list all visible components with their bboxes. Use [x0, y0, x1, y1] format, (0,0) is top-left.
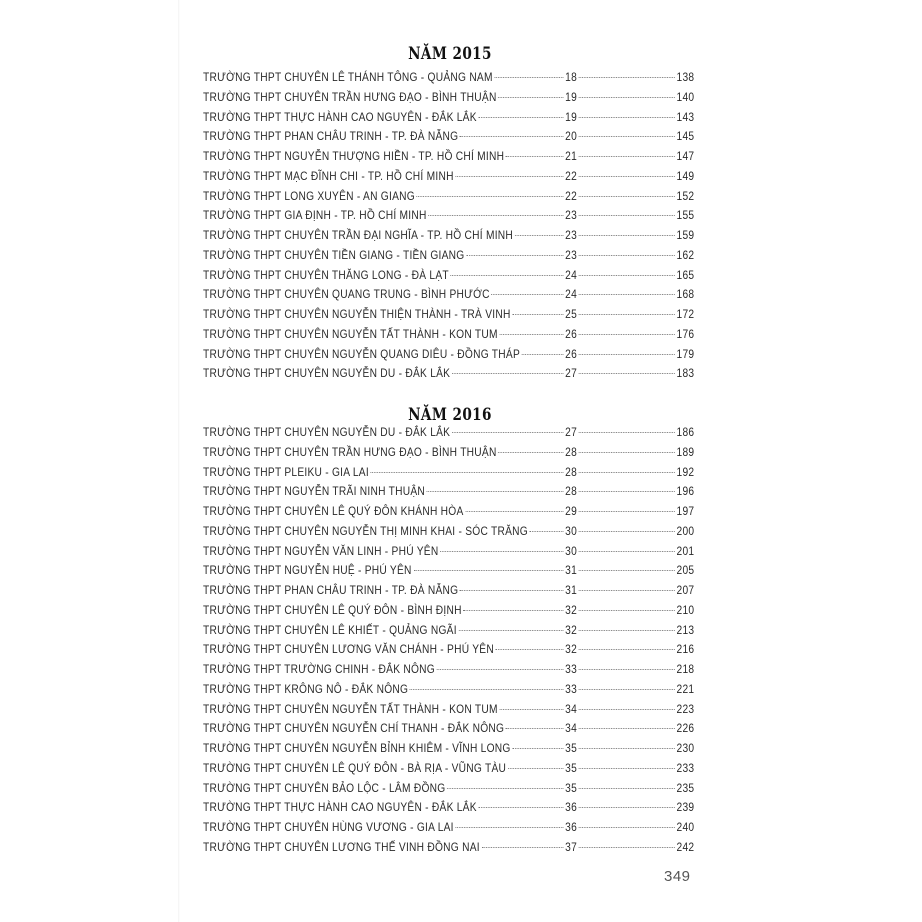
- solution-page: 216: [676, 642, 695, 657]
- problem-page: 37: [565, 839, 577, 854]
- entry-left: [203, 759, 577, 779]
- dot-leader: [579, 176, 675, 177]
- solution-page: 176: [676, 326, 695, 341]
- dot-leader: [579, 570, 675, 571]
- entry-title: TRƯỜNG THPT PHAN CHÂU TRINH - TP. ĐÀ NẴNG: [203, 129, 459, 144]
- toc-entry: [203, 463, 694, 483]
- dot-leader: [460, 590, 563, 591]
- dot-leader: [579, 531, 675, 532]
- solution-page: 201: [676, 543, 695, 558]
- entry-left: [203, 818, 577, 838]
- solution-page: 235: [676, 780, 695, 795]
- solution-page: 186: [676, 425, 695, 439]
- toc-entry: [203, 640, 694, 660]
- solution-page: 183: [676, 366, 695, 381]
- dot-leader: [579, 97, 675, 98]
- dot-leader: [579, 294, 675, 295]
- dot-leader: [579, 432, 675, 433]
- dot-leader: [579, 472, 675, 473]
- entry-title: TRƯỜNG THPT MẠC ĐĨNH CHI - TP. HỒ CHÍ MINH: [203, 168, 454, 183]
- entry-left: [203, 226, 577, 246]
- problem-page: 33: [565, 681, 577, 696]
- entry-left: [203, 463, 577, 483]
- solution-page: 162: [676, 247, 695, 262]
- solution-page: 159: [676, 228, 695, 242]
- toc-entry: [203, 581, 694, 601]
- dot-leader: [579, 669, 675, 670]
- solution-page: 205: [676, 563, 695, 578]
- entry-left: [203, 700, 577, 720]
- toc-entry: [203, 423, 694, 443]
- solution-page: 140: [676, 89, 695, 104]
- entry-left: [203, 482, 577, 502]
- entry-title: TRƯỜNG THPT CHUYÊN LÊ QUÝ ĐÔN - BÀ RỊA - VŨNG TÀU: [203, 760, 507, 775]
- entry-title: TRƯỜNG THPT KRÔNG NÔ - ĐẮK NÔNG: [203, 681, 409, 696]
- toc-entry: [203, 660, 694, 680]
- problem-page: 35: [565, 760, 577, 775]
- entry-title: TRƯỜNG THPT NGUYỄN HUỆ - PHÚ YÊN: [203, 563, 412, 578]
- dot-leader: [499, 334, 563, 335]
- dot-leader: [579, 215, 675, 216]
- problem-page: 35: [565, 741, 577, 755]
- solution-page: 230: [676, 741, 695, 755]
- entry-left: [203, 640, 577, 660]
- problem-page: 32: [565, 602, 577, 617]
- solution-page: 223: [676, 701, 695, 716]
- toc-entry: [203, 502, 694, 522]
- dot-leader: [515, 235, 564, 236]
- solution-page: 221: [676, 681, 695, 696]
- problem-page: 23: [565, 208, 577, 223]
- toc-entry: [203, 108, 694, 128]
- problem-page: 29: [565, 504, 577, 518]
- toc-entry: [203, 739, 694, 759]
- entry-left: [203, 364, 577, 384]
- dot-leader: [579, 452, 675, 453]
- solution-page: 200: [676, 523, 695, 538]
- entry-title: TRƯỜNG THPT NGUYỄN TRÃI NINH THUẬN: [203, 484, 426, 499]
- dot-leader: [579, 77, 675, 78]
- entry-title: TRƯỜNG THPT CHUYÊN TRẦN ĐẠI NGHĨA - TP. HỒ CHÍ MINH: [203, 228, 514, 242]
- problem-page: 34: [565, 701, 577, 716]
- dot-leader: [579, 373, 675, 374]
- problem-page: 19: [565, 89, 577, 104]
- solution-page: 218: [676, 662, 695, 676]
- entry-left: [203, 187, 577, 207]
- entry-title: TRƯỜNG THPT CHUYÊN TRẦN HƯNG ĐẠO - BÌNH THUẬN: [203, 444, 497, 459]
- entry-left: [203, 798, 577, 818]
- entry-left: [203, 739, 577, 759]
- entry-left: [203, 127, 577, 147]
- dot-leader: [460, 136, 563, 137]
- dot-leader: [455, 827, 563, 828]
- solution-page: 242: [676, 839, 695, 854]
- entry-title: TRƯỜNG THPT CHUYÊN NGUYỄN CHÍ THANH - ĐẮK NÔNG: [203, 721, 505, 736]
- entry-title: TRƯỜNG THPT CHUYÊN NGUYỄN QUANG DIÊU - ĐỒNG THÁP: [203, 346, 521, 361]
- dot-leader: [499, 709, 563, 710]
- entry-left: [203, 443, 577, 463]
- dot-leader: [437, 669, 564, 670]
- entry-left: [203, 601, 577, 621]
- toc-entry: [203, 206, 694, 226]
- entry-left: [203, 660, 577, 680]
- problem-page: 27: [565, 425, 577, 439]
- dot-leader: [579, 196, 675, 197]
- toc-entry: [203, 187, 694, 207]
- entry-title: TRƯỜNG THPT TRƯỜNG CHINH - ĐẮK NÔNG: [203, 662, 435, 676]
- problem-page: 31: [565, 563, 577, 578]
- dot-leader: [512, 314, 563, 315]
- toc-list-2015: [203, 68, 694, 384]
- solution-page: 197: [676, 504, 695, 518]
- entry-left: [203, 108, 577, 128]
- entry-left: [203, 838, 577, 858]
- solution-page: 172: [676, 307, 695, 321]
- dot-leader: [498, 97, 563, 98]
- entry-title: TRƯỜNG THPT CHUYÊN QUANG TRUNG - BÌNH PHƯỚC: [203, 287, 490, 302]
- toc-entry: [203, 700, 694, 720]
- dot-leader: [451, 275, 564, 276]
- toc-entry: [203, 266, 694, 286]
- dot-leader: [522, 354, 564, 355]
- toc-entry: [203, 285, 694, 305]
- problem-page: 19: [565, 109, 577, 124]
- dot-leader: [579, 807, 675, 808]
- solution-page: 138: [676, 70, 695, 84]
- dot-leader: [579, 788, 675, 789]
- problem-page: 22: [565, 188, 577, 203]
- entry-title: TRƯỜNG THPT CHUYÊN NGUYỄN DU - ĐẮK LẮK: [203, 425, 451, 439]
- dot-leader: [579, 255, 675, 256]
- toc-entry: [203, 88, 694, 108]
- entry-title: TRƯỜNG THPT CHUYÊN LÊ THÁNH TÔNG - QUẢNG NAM: [203, 70, 493, 84]
- entry-left: [203, 581, 577, 601]
- entry-left: [203, 542, 577, 562]
- entry-title: TRƯỜNG THPT CHUYÊN TIỀN GIANG - TIỀN GIANG: [203, 247, 465, 262]
- toc-entry: [203, 246, 694, 266]
- entry-left: [203, 719, 577, 739]
- toc-entry: [203, 522, 694, 542]
- entry-title: TRƯỜNG THPT CHUYÊN NGUYỄN TẤT THÀNH - KON TUM: [203, 326, 498, 341]
- toc-entry: [203, 68, 694, 88]
- dot-leader: [494, 77, 563, 78]
- entry-left: [203, 502, 577, 522]
- problem-page: 23: [565, 247, 577, 262]
- toc-entry: [203, 443, 694, 463]
- solution-page: 226: [676, 721, 695, 736]
- dot-leader: [579, 314, 675, 315]
- entry-title: TRƯỜNG THPT CHUYÊN NGUYỄN TẤT THÀNH - KON TUM: [203, 701, 498, 716]
- problem-page: 34: [565, 721, 577, 736]
- toc-entry: [203, 127, 694, 147]
- dot-leader: [579, 551, 675, 552]
- problem-page: 32: [565, 622, 577, 637]
- dot-leader: [579, 649, 675, 650]
- problem-page: 25: [565, 307, 577, 321]
- solution-page: 207: [676, 583, 695, 597]
- dot-leader: [579, 275, 675, 276]
- dot-leader: [371, 472, 564, 473]
- dot-leader: [466, 255, 563, 256]
- entry-left: [203, 305, 577, 325]
- toc-entry: [203, 542, 694, 562]
- dot-leader: [579, 235, 675, 236]
- dot-leader: [478, 807, 563, 808]
- entry-title: TRƯỜNG THPT NGUYỄN VĂN LINH - PHÚ YÊN: [203, 543, 439, 558]
- dot-leader: [579, 827, 675, 828]
- entry-left: [203, 779, 577, 799]
- dot-leader: [455, 176, 563, 177]
- dot-leader: [498, 452, 563, 453]
- toc-entry: [203, 621, 694, 641]
- toc-entry: [203, 818, 694, 838]
- entry-title: TRƯỜNG THPT CHUYÊN LÊ QUÝ ĐÔN KHÁNH HÒA: [203, 504, 464, 518]
- entry-title: TRƯỜNG THPT CHUYÊN LƯƠNG VĂN CHÁNH - PHÚ YÊN: [203, 642, 494, 657]
- toc-entry: [203, 798, 694, 818]
- solution-page: 196: [676, 484, 695, 499]
- toc-entry: [203, 345, 694, 365]
- problem-page: 31: [565, 583, 577, 597]
- entry-title: TRƯỜNG THPT PHAN CHÂU TRINH - TP. ĐÀ NẴNG: [203, 583, 459, 597]
- problem-page: 20: [565, 129, 577, 144]
- entry-left: [203, 88, 577, 108]
- dot-leader: [579, 334, 675, 335]
- dot-leader: [491, 294, 563, 295]
- entry-left: [203, 167, 577, 187]
- entry-title: TRƯỜNG THPT THỰC HÀNH CAO NGUYÊN - ĐẮK LẮK: [203, 109, 477, 124]
- dot-leader: [458, 630, 563, 631]
- solution-page: 168: [676, 287, 695, 302]
- problem-page: 36: [565, 800, 577, 815]
- solution-page: 152: [676, 188, 695, 203]
- toc-entry: [203, 364, 694, 384]
- entry-left: [203, 423, 577, 443]
- dot-leader: [579, 136, 675, 137]
- dot-leader: [530, 531, 564, 532]
- toc-entry: [203, 325, 694, 345]
- dot-leader: [440, 551, 563, 552]
- dot-leader: [506, 728, 564, 729]
- page-edge: [178, 0, 180, 922]
- entry-title: TRƯỜNG THPT CHUYÊN NGUYỄN BỈNH KHIÊM - VĨNH LONG: [203, 741, 511, 755]
- problem-page: 28: [565, 484, 577, 499]
- dot-leader: [463, 610, 563, 611]
- entry-title: TRƯỜNG THPT LONG XUYÊN - AN GIANG: [203, 188, 415, 203]
- toc-entry: [203, 147, 694, 167]
- dot-leader: [579, 117, 675, 118]
- dot-leader: [482, 847, 564, 848]
- entry-left: [203, 206, 577, 226]
- dot-leader: [579, 610, 675, 611]
- entry-title: TRƯỜNG THPT THỰC HÀNH CAO NGUYÊN - ĐẮK LẮK: [203, 800, 477, 815]
- dot-leader: [579, 768, 675, 769]
- solution-page: 233: [676, 760, 695, 775]
- toc-entry: [203, 719, 694, 739]
- problem-page: 28: [565, 444, 577, 459]
- dot-leader: [508, 768, 564, 769]
- problem-page: 26: [565, 326, 577, 341]
- entry-title: TRƯỜNG THPT GIA ĐỊNH - TP. HỒ CHÍ MINH: [203, 208, 427, 223]
- problem-page: 30: [565, 543, 577, 558]
- dot-leader: [579, 156, 675, 157]
- section-heading-2016: NĂM 2016: [408, 405, 492, 425]
- toc-entry: [203, 601, 694, 621]
- entry-left: [203, 522, 577, 542]
- entry-title: TRƯỜNG THPT CHUYÊN NGUYỄN THIỆN THÀNH - TRÀ VINH: [203, 307, 511, 321]
- dot-leader: [579, 709, 675, 710]
- section-heading-2015: NĂM 2015: [408, 44, 492, 64]
- solution-page: 145: [676, 129, 695, 144]
- dot-leader: [417, 196, 564, 197]
- toc-entry: [203, 305, 694, 325]
- dot-leader: [506, 156, 564, 157]
- entry-left: [203, 147, 577, 167]
- dot-leader: [579, 689, 675, 690]
- entry-left: [203, 325, 577, 345]
- entry-left: [203, 621, 577, 641]
- dot-leader: [410, 689, 564, 690]
- dot-leader: [579, 354, 675, 355]
- solution-page: 179: [676, 346, 695, 361]
- entry-title: TRƯỜNG THPT CHUYÊN LƯƠNG THẾ VINH ĐỒNG NAI: [203, 839, 480, 854]
- dot-leader: [512, 748, 563, 749]
- entry-title: TRƯỜNG THPT CHUYÊN LÊ KHIẾT - QUẢNG NGÃI: [203, 622, 457, 637]
- dot-leader: [496, 649, 564, 650]
- problem-page: 21: [565, 149, 577, 163]
- dot-leader: [447, 788, 563, 789]
- entry-title: TRƯỜNG THPT CHUYÊN NGUYỄN DU - ĐẮK LẮK: [203, 366, 451, 381]
- solution-page: 165: [676, 267, 695, 282]
- problem-page: 33: [565, 662, 577, 676]
- toc-entry: [203, 167, 694, 187]
- dot-leader: [452, 373, 563, 374]
- problem-page: 36: [565, 820, 577, 834]
- problem-page: 24: [565, 267, 577, 282]
- dot-leader: [579, 748, 675, 749]
- solution-page: 213: [676, 622, 695, 637]
- entry-title: TRƯỜNG THPT CHUYÊN NGUYỄN THỊ MINH KHAI - SÓC TRĂNG: [203, 523, 528, 538]
- problem-page: 35: [565, 780, 577, 795]
- solution-page: 192: [676, 464, 695, 479]
- dot-leader: [413, 570, 563, 571]
- entry-title: TRƯỜNG THPT CHUYÊN BẢO LỘC - LÂM ĐỒNG: [203, 780, 446, 795]
- entry-title: TRƯỜNG THPT NGUYỄN THƯỢNG HIỀN - TP. HỒ CHÍ MINH: [203, 149, 505, 163]
- dot-leader: [427, 491, 564, 492]
- problem-page: 23: [565, 228, 577, 242]
- problem-page: 30: [565, 523, 577, 538]
- problem-page: 26: [565, 346, 577, 361]
- dot-leader: [579, 491, 675, 492]
- problem-page: 22: [565, 168, 577, 183]
- dot-leader: [579, 728, 675, 729]
- solution-page: 155: [676, 208, 695, 223]
- entry-title: TRƯỜNG THPT CHUYÊN LÊ QUÝ ĐÔN - BÌNH ĐỊNH: [203, 602, 462, 617]
- entry-left: [203, 345, 577, 365]
- entry-title: TRƯỜNG THPT CHUYÊN THĂNG LONG - ĐÀ LẠT: [203, 267, 449, 282]
- solution-page: 239: [676, 800, 695, 815]
- solution-page: 149: [676, 168, 695, 183]
- dot-leader: [579, 511, 675, 512]
- solution-page: 210: [676, 602, 695, 617]
- solution-page: 143: [676, 109, 695, 124]
- entry-left: [203, 266, 577, 286]
- problem-page: 24: [565, 287, 577, 302]
- problem-page: 28: [565, 464, 577, 479]
- toc-list-2016: [203, 423, 694, 858]
- solution-page: 240: [676, 820, 695, 834]
- toc-entry: [203, 561, 694, 581]
- toc-entry: [203, 759, 694, 779]
- toc-entry: [203, 779, 694, 799]
- problem-page: 27: [565, 366, 577, 381]
- entry-left: [203, 285, 577, 305]
- entry-left: [203, 68, 577, 88]
- dot-leader: [579, 630, 675, 631]
- dot-leader: [428, 215, 563, 216]
- entry-left: [203, 680, 577, 700]
- toc-entry: [203, 226, 694, 246]
- toc-entry: [203, 838, 694, 858]
- dot-leader: [452, 432, 563, 433]
- toc-entry: [203, 482, 694, 502]
- entry-left: [203, 561, 577, 581]
- solution-page: 189: [676, 444, 695, 459]
- solution-page: 147: [676, 149, 695, 163]
- entry-title: TRƯỜNG THPT CHUYÊN TRẦN HƯNG ĐẠO - BÌNH THUẬN: [203, 89, 497, 104]
- problem-page: 32: [565, 642, 577, 657]
- problem-page: 18: [565, 70, 577, 84]
- entry-left: [203, 246, 577, 266]
- toc-entry: [203, 680, 694, 700]
- dot-leader: [478, 117, 563, 118]
- dot-leader: [579, 590, 675, 591]
- page-number: 349: [664, 868, 691, 885]
- entry-title: TRƯỜNG THPT CHUYÊN HÙNG VƯƠNG - GIA LAI: [203, 820, 454, 834]
- entry-title: TRƯỜNG THPT PLEIKU - GIA LAI: [203, 464, 369, 479]
- dot-leader: [579, 847, 675, 848]
- dot-leader: [465, 511, 563, 512]
